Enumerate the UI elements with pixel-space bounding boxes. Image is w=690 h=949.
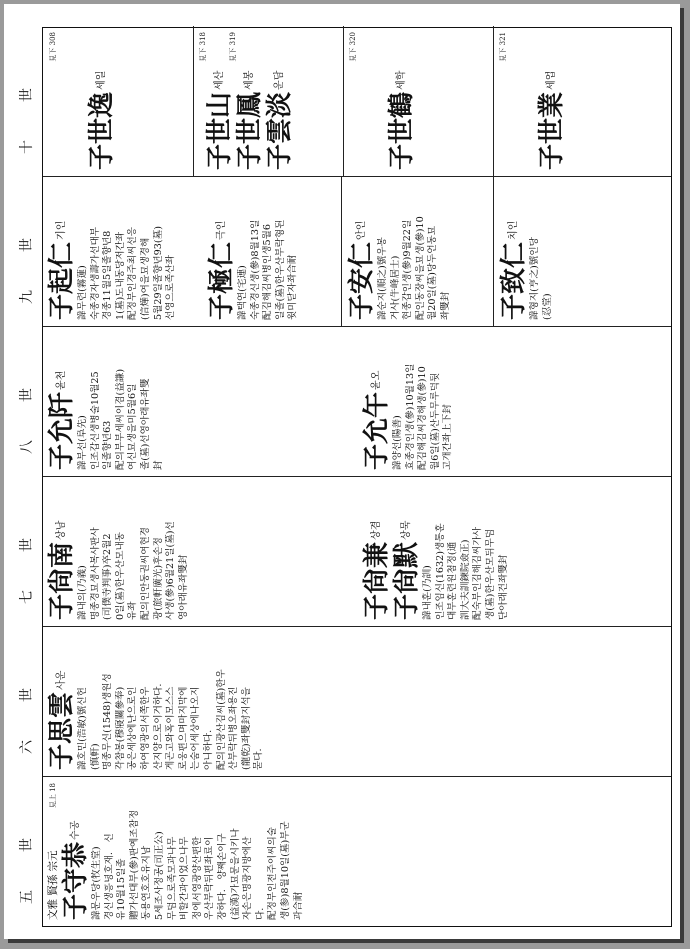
biography-line: 5세조사정공(司正公) xyxy=(153,831,165,920)
person-entry-sang-gyeom xyxy=(358,477,514,626)
generation-7-label: 七世 xyxy=(19,500,35,604)
biography-line: 1(墓)도내동당저간좌 xyxy=(114,231,126,320)
biography-text xyxy=(392,333,455,470)
person-name: 子允午$^{윤오}$ xyxy=(362,370,392,470)
person-name: 子尙兼$^{상겸}$ xyxy=(362,520,392,620)
biography-line: 配정부인전주이씨의술 xyxy=(267,826,279,920)
biography-line: 配김해김씨병인생5월6 xyxy=(262,224,274,320)
biography-line: 아니하다. xyxy=(202,729,214,770)
biography-line: 일졸(墓)한우산부락형된 xyxy=(274,219,286,320)
biography-line: 거사(牛峰居士) xyxy=(389,255,401,320)
biography-line: 諱순지(順之)號우봉 xyxy=(377,237,388,320)
biography-line: 현종갑인생(參)9월22일 xyxy=(402,219,414,320)
person-entry-gi-in xyxy=(43,177,182,326)
biography-line: 유10월15일졸 xyxy=(116,858,128,920)
person-name: 子世山$^{세산}$ xyxy=(205,70,235,170)
generation-header-row xyxy=(16,27,38,927)
biography-text xyxy=(529,183,554,320)
biography-line: 자손은명광지방에산 xyxy=(242,836,254,920)
person-entry-yun-o xyxy=(358,327,459,476)
biography-line: 경종11월5일졸향년8 xyxy=(102,230,114,320)
person-name: 子尙南$^{상남}$ xyxy=(47,520,77,620)
biography-line: 諱양선(陽善) xyxy=(392,415,403,470)
biography-line: (益漢)가묘문을시키나 xyxy=(229,828,241,920)
biography-line: 여신묘생을미5월6일 xyxy=(127,383,139,470)
column-generation-6 xyxy=(43,626,671,776)
person-name: 子極仁$^{극인}$ xyxy=(207,220,237,320)
biography-line: 광(旅軒廣光)후손정 xyxy=(152,537,164,620)
person-name: 子思雲$^{사운}$ xyxy=(47,670,77,770)
biography-line: 諱형지(亨之)號인당 xyxy=(529,237,540,320)
biography-line: (慎軒) xyxy=(89,743,101,770)
column-generation-5 xyxy=(43,776,671,926)
biography-line: 諱내의(乃義) xyxy=(77,565,88,620)
person-name: 子世逸$^{세일}$ xyxy=(87,70,117,170)
biography-line: 월6일(墓)산두무루덕뒷 xyxy=(429,372,441,470)
person-name: 子世鶴$^{세학}$ xyxy=(387,70,417,170)
biography-line: 대부훈련원첨정(通 xyxy=(447,541,459,620)
page-reference: 見下 321 xyxy=(499,32,507,62)
column-generation-10 xyxy=(43,26,671,176)
page-reference: 見下 320 xyxy=(349,32,357,62)
biography-line: 윗미닫자좌合耐 xyxy=(287,254,299,320)
biography-text xyxy=(77,183,178,320)
biography-line: 산부락뒤병오좌용진 xyxy=(228,686,240,770)
biography-line: 고개간좌上下封 xyxy=(442,404,454,470)
person-name: 子安仁$^{안인}$ xyxy=(347,220,377,320)
biography-line: 경신생흥녕호재. 신 xyxy=(103,833,115,920)
biography-line: 정에서영광양산편한 xyxy=(191,836,203,920)
biography-line: 諱호민(浩敏)號신헌 xyxy=(77,687,88,770)
biography-line: (忍堂) xyxy=(541,293,553,320)
biography-line: 게곤고와혹이모스스 xyxy=(165,686,177,770)
person-name: 子守恭$^{수공}$ xyxy=(61,820,91,920)
generation-10-label: 十世 xyxy=(19,50,35,154)
biography-line: 좌雙封 xyxy=(439,291,451,320)
person-name: 子世業$^{세업}$ xyxy=(537,70,567,170)
biography-line: 무덤으로족모과나무 xyxy=(166,836,178,920)
biography-text xyxy=(77,633,266,770)
biography-line: 諱내훈(乃訓) xyxy=(422,565,433,620)
biography-text xyxy=(237,183,300,320)
person-name: 子世鳳$^{세봉}$ xyxy=(235,70,265,170)
person-entry-yun-cheon xyxy=(43,327,169,476)
biography-line: 각참봉(穆寢關參奉) xyxy=(114,686,126,770)
person-name: 子尙默$^{상묵}$ xyxy=(392,520,422,620)
column-generation-9 xyxy=(43,176,671,326)
biography-line: 인조임신(1632)생통훈 xyxy=(434,523,446,620)
biography-line: 졸(墓)선영아래유좌雙 xyxy=(139,378,151,470)
person-entry-se-eop xyxy=(493,26,673,176)
generation-5-label: 五世 xyxy=(19,800,35,904)
biography-line: 과合耐 xyxy=(292,891,304,920)
page-reference: 見下 319 xyxy=(229,32,237,62)
person-entry-geuk-in xyxy=(203,177,304,326)
biography-text xyxy=(77,333,165,470)
biography-text xyxy=(77,483,190,620)
biography-line: 명종경묘생사복사판사 xyxy=(89,527,101,620)
biography-line: 유좌 xyxy=(127,601,139,620)
biography-line: (龍乾)좌雙封지석을 xyxy=(240,687,252,770)
person-entry-se-hak xyxy=(343,26,493,176)
biography-line: 5월29일졸향년93(墓) xyxy=(152,226,164,320)
biography-line: 配의인안동권씨여현경 xyxy=(139,526,151,620)
biography-line: 인조갑신생병술10월25 xyxy=(89,371,101,470)
biography-line: 配인동장씨을묘생(參)10 xyxy=(414,216,426,320)
biography-line: 영아래유좌雙封 xyxy=(177,554,189,620)
biography-line: 다. xyxy=(254,907,266,920)
biography-line: 장하다. 양째손이구 xyxy=(216,833,228,920)
biography-line: 配의부부세씨이겸(益謙) xyxy=(114,368,126,470)
biography-line: 配김해김씨경해생(參)10 xyxy=(417,366,429,470)
genealogy-table xyxy=(42,27,672,927)
biography-line: 동용연호호유지남 xyxy=(141,845,153,920)
biography-line: 숙종경신생(參)8월13일 xyxy=(249,219,261,320)
biography-line: 는숨어세상에나오지 xyxy=(190,686,202,770)
lineage-header: 文雅 賢孫 宗元 xyxy=(47,850,59,920)
biography-line: 선영으로족산좌 xyxy=(165,255,177,320)
biography-line: 효종경인생(參)10월13일 xyxy=(404,363,416,470)
biography-line: 월20일(墓)당두언동묘 xyxy=(427,225,439,320)
biography-line: 사생(參)6월21일(墓)선 xyxy=(165,521,177,620)
person-name: 子雲淡$^{운담}$ xyxy=(265,70,295,170)
person-name: 子起仁$^{기인}$ xyxy=(47,220,77,320)
person-entry-an-in xyxy=(343,177,457,326)
person-entry-se-san-group xyxy=(193,26,343,176)
biography-line: (信燁)여을묘생경해 xyxy=(139,237,151,320)
biography-text xyxy=(377,183,453,320)
biography-line: 묻다. xyxy=(253,748,265,770)
biography-line: 공은세상에난으로인 xyxy=(127,686,139,770)
biography-line: 비할간과이었으나무 xyxy=(179,836,191,920)
biography-line: 訓大夫訓鍊院僉正) xyxy=(459,539,471,620)
column-generation-7 xyxy=(43,476,671,626)
person-entry-chi-in xyxy=(495,177,558,326)
biography-line: 우산부락뒤편좌료이 xyxy=(204,836,216,920)
biography-line: 封 xyxy=(152,460,164,470)
biography-line: 하여영광의서쪽한우 xyxy=(139,686,151,770)
generation-6-label: 六世 xyxy=(19,650,35,754)
generation-8-label: 八世 xyxy=(19,350,35,454)
biography-line: 로웅편으며마지막에 xyxy=(177,686,189,770)
biography-line: 贈가선대부(參)판예조참정 xyxy=(128,809,140,920)
biography-line: 생(墓)한우산모뒤무덤 xyxy=(484,528,496,620)
biography-line: 명종무신(1548)생원성 xyxy=(102,673,114,770)
person-entry-sa-un xyxy=(43,627,270,776)
person-name: 子允阡$^{윤천}$ xyxy=(47,370,77,470)
biography-line: 諱무련(霧蓮) xyxy=(77,265,88,320)
person-entry-se-il xyxy=(43,26,193,176)
person-entry-sang-nam xyxy=(43,477,194,626)
person-name: 子致仁$^{치인}$ xyxy=(499,220,529,320)
biography-text xyxy=(91,783,305,920)
page-reference: 見上 18 xyxy=(49,783,57,809)
biography-line: 0일(墓)한우산모내동 xyxy=(114,531,126,620)
biography-line: 단아래건좌雙封 xyxy=(497,554,509,620)
biography-line: 생(参)8월10일(墓)부군 xyxy=(279,821,291,920)
page-reference: 見下 308 xyxy=(49,32,57,62)
biography-line: 配숙부인김해김씨가사 xyxy=(472,526,484,620)
biography-line: 配의인광산김씨(墓)한우 xyxy=(215,669,227,770)
page-reference: 見下 318 xyxy=(199,32,207,62)
biography-line: 諱택연(宅連) xyxy=(237,265,248,320)
biography-line: (司僕寺判事)卒2월2 xyxy=(102,533,114,620)
rotated-table xyxy=(16,27,676,927)
biography-line: 산지양으로이거하다. xyxy=(152,683,164,770)
biography-line: 일졸향년63 xyxy=(102,420,114,470)
column-generation-8 xyxy=(43,326,671,476)
biography-line: 諱부선(阜先) xyxy=(77,415,88,470)
person-entry-suk-gong xyxy=(43,777,309,926)
biography-text xyxy=(422,483,510,620)
biography-line: 諱문우당(牧生堂) xyxy=(91,846,102,920)
biography-line: 配정부인경주최씨선응 xyxy=(127,226,139,320)
page xyxy=(4,4,680,939)
generation-9-label: 九世 xyxy=(19,200,35,304)
biography-line: 숙종경자생壽가선대부 xyxy=(89,226,101,320)
